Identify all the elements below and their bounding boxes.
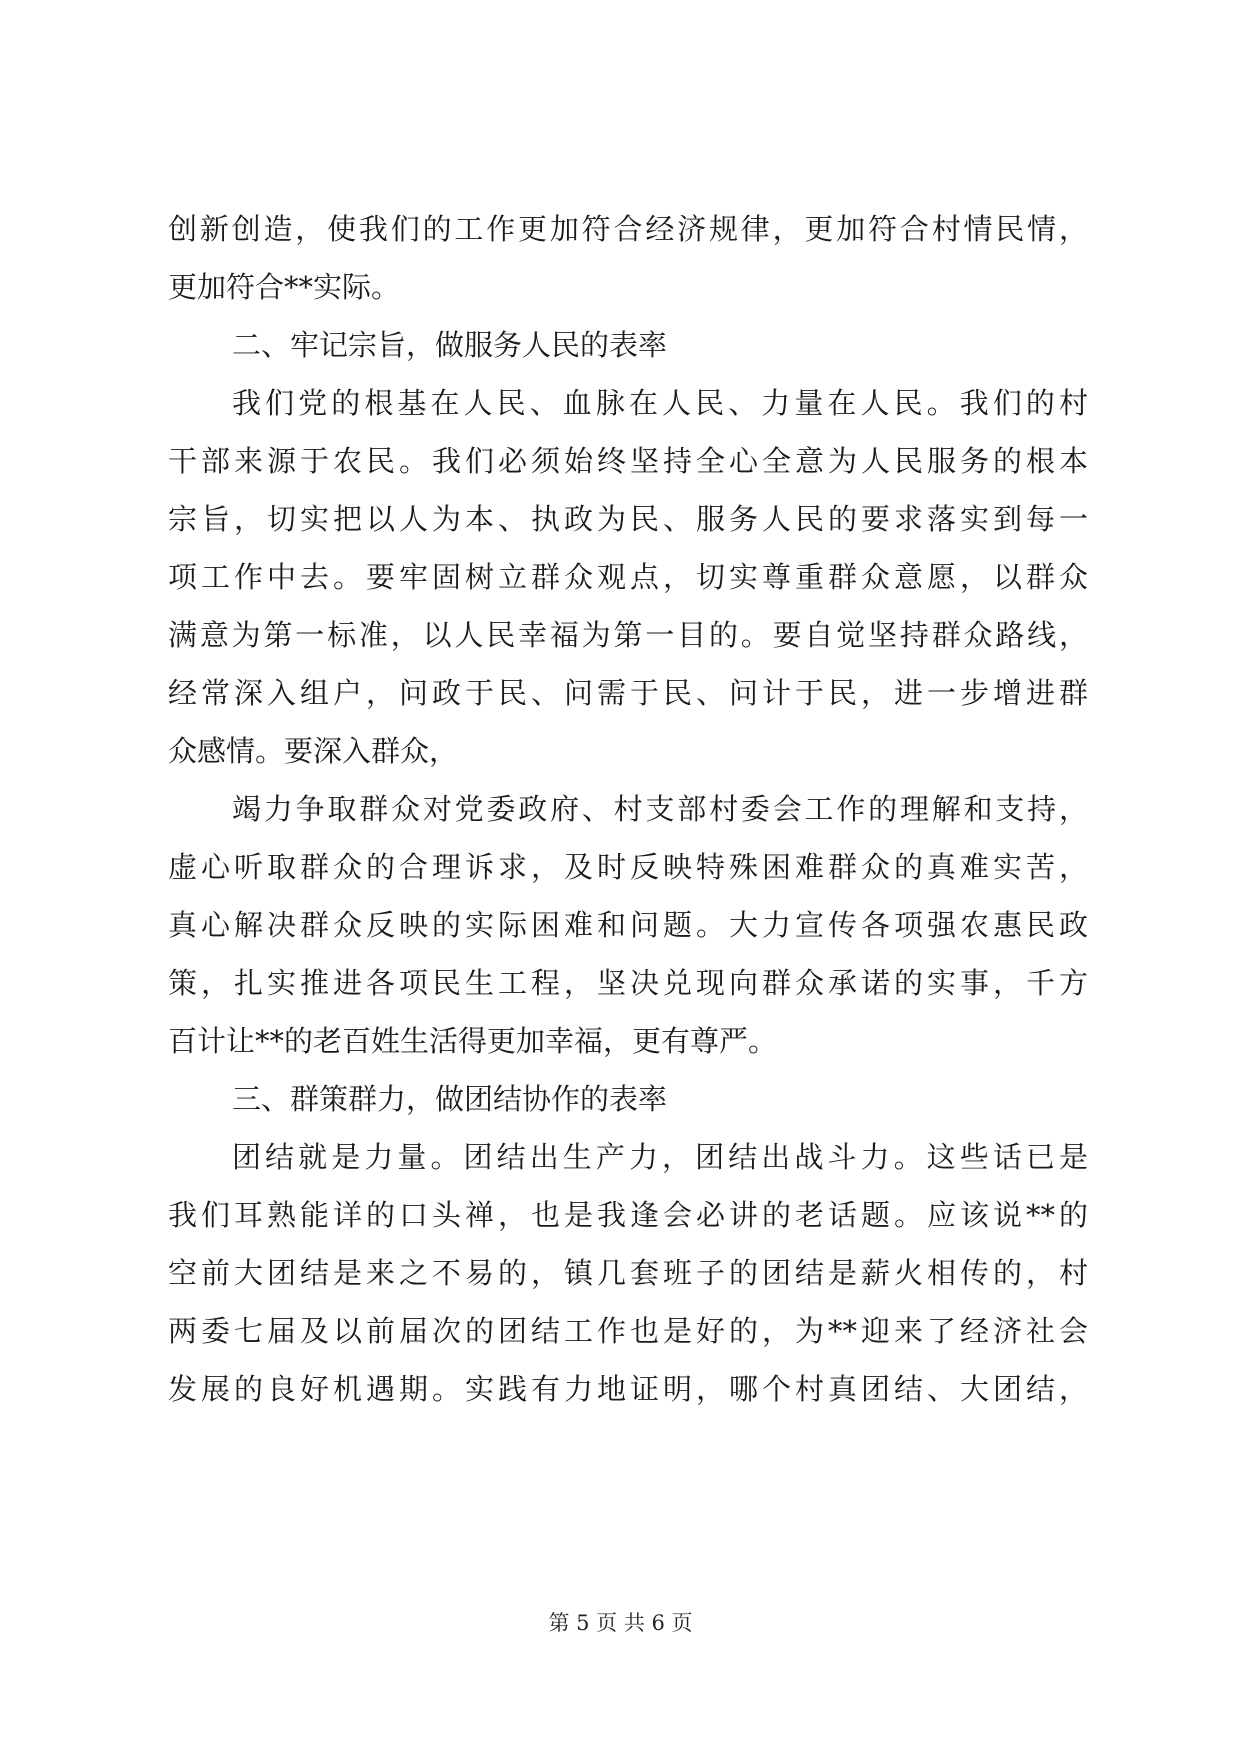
paragraph-line: 我们耳熟能详的口头禅，也是我逢会必讲的老话题。应该说**的 <box>168 1198 1088 1232</box>
paragraph-line: 竭力争取群众对党委政府、村支部村委会工作的理解和支持， <box>232 792 1088 826</box>
paragraph-line: 宗旨，切实把以人为本、执政为民、服务人民的要求落实到每一 <box>168 502 1088 536</box>
document-body <box>168 200 1088 1418</box>
paragraph-line: 满意为第一标准，以人民幸福为第一目的。要自觉坚持群众路线， <box>168 618 1088 652</box>
paragraph-line: 我们党的根基在人民、血脉在人民、力量在人民。我们的村 <box>232 386 1088 420</box>
paragraph-line: 真心解决群众反映的实际困难和问题。大力宣传各项强农惠民政 <box>168 908 1088 942</box>
paragraph-line: 虚心听取群众的合理诉求，及时反映特殊困难群众的真难实苦， <box>168 850 1088 884</box>
paragraph-line: 经常深入组户，问政于民、问需于民、问计于民，进一步增进群 <box>168 676 1088 710</box>
paragraph-line: 众感情。要深入群众， <box>168 734 459 768</box>
paragraph-line: 创新创造，使我们的工作更加符合经济规律，更加符合村情民情， <box>168 212 1088 246</box>
paragraph-line: 团结就是力量。团结出生产力，团结出战斗力。这些话已是 <box>232 1140 1088 1174</box>
paragraph-line: 空前大团结是来之不易的，镇几套班子的团结是薪火相传的，村 <box>168 1256 1088 1290</box>
paragraph-line: 策，扎实推进各项民生工程，坚决兑现向群众承诺的实事，千方 <box>168 966 1088 1000</box>
paragraph-line: 发展的良好机遇期。实践有力地证明，哪个村真团结、大团结， <box>168 1372 1088 1406</box>
paragraph-line: 两委七届及以前届次的团结工作也是好的，为**迎来了经济社会 <box>168 1314 1088 1348</box>
page-footer: 第 5 页 共 6 页 <box>548 1611 693 1635</box>
paragraph-line: 百计让**的老百姓生活得更加幸福，更有尊严。 <box>168 1024 778 1058</box>
paragraph-line: 干部来源于农民。我们必须始终坚持全心全意为人民服务的根本 <box>168 444 1088 478</box>
paragraph-line: 项工作中去。要牢固树立群众观点，切实尊重群众意愿，以群众 <box>168 560 1088 594</box>
section-heading: 三、群策群力，做团结协作的表率 <box>232 1082 668 1116</box>
paragraph-line: 更加符合**实际。 <box>168 270 401 304</box>
section-heading: 二、牢记宗旨，做服务人民的表率 <box>232 328 668 362</box>
